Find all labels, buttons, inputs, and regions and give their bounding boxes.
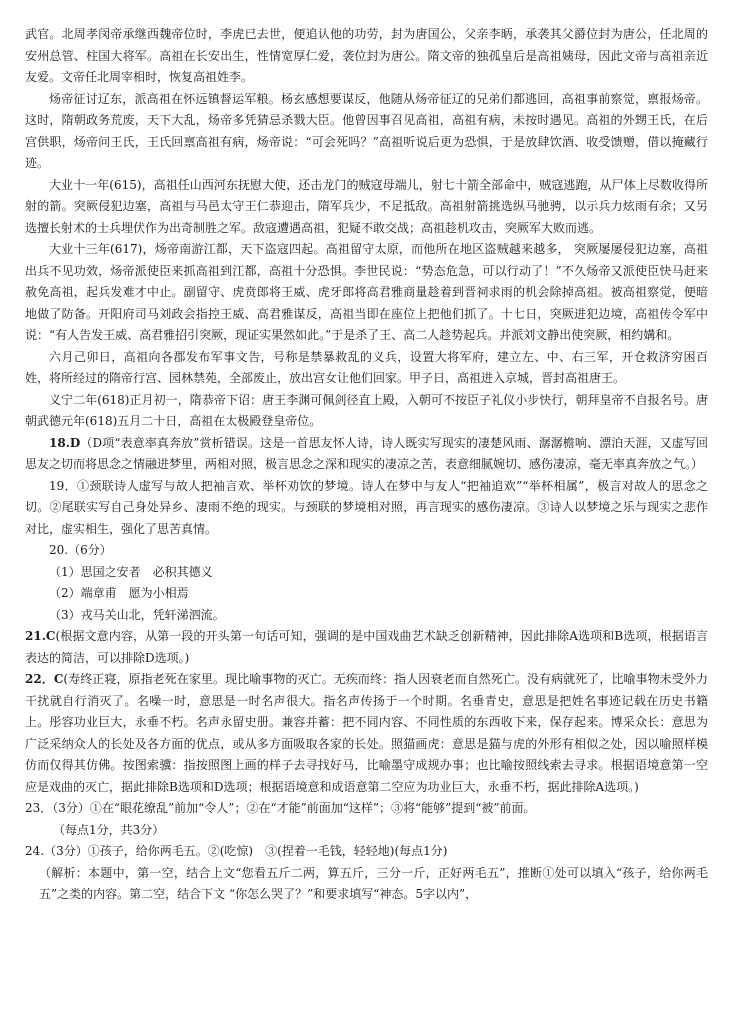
answer-18-text: （D项“表意率真奔放”赏析错误。这是一首思友怀人诗，诗人既实写现实的凄楚风雨、潺潺檐响、漂泊天涯，又虚写回思友之切而将思念之情融进梦里，两相对照，极言思念之深和现实的凄凉之苦，表意细腻婉切、感伤凄凉，毫无率真奔放之气。）	[25, 435, 708, 471]
answer-23: 23．（3分）①在“眼花缭乱”前加“令人”；②在“才能”前面加“这样”；③将“能够”提到“被”前面。	[25, 801, 536, 815]
answer-23-scoring: （每点1分，共3分）	[53, 822, 165, 837]
paragraph-biography-5: 六月己卯日，高祖向各郡发布军事文告，号称是禁暴救乱的义兵，设置大将军府，建立左、中、右三军，开仓救济穷困百姓，将所经过的隋帝行宫、园林禁苑，全部废止，放出宫女让他们回家。甲子日，高祖进入京城，晋封高祖唐王。	[25, 349, 708, 385]
answer-24: 24.（3分）①孩子，给你两毛五。②(吃惊) ③(捏着一毛钱，轻轻地)(每点1分)	[25, 844, 448, 858]
answer-22-text: (寿终正寝，原指老死在家里。现比喻事物的灭亡。无疾而终：指人因衰老而自然死亡。没有病就死了，比喻事物未受外力干扰就自行消灭了。名噪一时，意思是一时名声很大。指名声传扬于一个时期。名垂青史，意思是把姓名事迹记载在历史书籍上。彤容功业巨大，永垂不朽。名声永留史册。兼容并蓄：把不同内容、不同性质的东西收下来，保存起来。博采众长：意思为广泛采纳众人的长处及各方面的优点，或从多方面吸取各家的长处。照猫画虎：意思是猫与虎的外形有相似之处，因以喻照样模仿而仅得其仿佛。按图索骥：指按照图上画的样子去寻找好马，比喻墨守成规办事；也比喻按照线索去寻求。根据语境意第一空应是戏曲的灭亡，据此排除B选项和D选项；根据语境意和成语意第二空应为功业巨大，永垂不朽，据此排除A选项。)	[25, 672, 708, 794]
answer-24-analysis: （解析：本题中，第一空，结合上文“您看五斤二两，算五斤，三分一斤，正好两毛五”，推断①处可以填入“孩子，给你两毛五”之类的内容。第二空，结合下文 “你怎么哭了？”和要求填写“神态。5字以内”，	[39, 865, 708, 901]
answer-22-lead: 22．C	[25, 672, 64, 686]
answer-20-item-3: （3）戎马关山北，凭轩涕泗流。	[49, 607, 225, 622]
answer-18-lead: 18.D	[49, 435, 81, 450]
paragraph-biography-3: 大业十一年(615)，高祖任山西河东抚慰大使，还击龙门的贼寇母端儿，射七十箭全部命中，贼寇逃跑，从尸体上尽数收得所射的箭。突厥侵犯边塞，高祖与马邑太守王仁恭迎击，隋军兵少，不足抵敌。高祖射箭挑选纵马驰骋，以示兵力炫雨有余；又另选擅长射术的士兵埋伏作为出奇制胜之军。敌寇遭遇高祖，犯疑不敢交战；高祖趁机攻击，突厥军大败而逃。	[25, 177, 708, 235]
answer-21	[25, 626, 708, 669]
answer-20-item-2: （2）端章甫 愿为小相焉	[49, 586, 189, 600]
paragraph-biography-6: 义宁二年(618)正月初一，隋恭帝下诏：唐王李渊可佩剑径直上殿，入朝可不按臣子礼仪小步快行，朝拜皇帝不自报名号。唐朝武德元年(618)五月二十日，高祖在太极殿登皇帝位。	[25, 392, 708, 428]
answer-21-text: (根据文意内容，从第一段的开头第一句话可知，强调的是中国戏曲艺术缺乏创新精神，因此排除A选项和B选项，根据语言表达的简洁，可以排除D选项。)	[25, 629, 708, 665]
answer-18	[25, 433, 708, 476]
paragraph-biography-4: 大业十三年(617)，炀帝南游江都，天下盗寇四起。高祖留守太原，而他所在地区盗贼越来越多， 突厥屡屡侵犯边塞，高祖出兵不见功效，炀帝派使臣来抓高祖到江都，高祖十分恐惧。李世民说：“势态危急，可以行动了！”不久炀帝又派使臣快马赶来赦免高祖，起兵发难才中止。副留守、虎贲郎将王威、虎牙郎将高君雅商量趁着到晋祠求雨的机会除掉高祖。被高祖察觉，便暗地做了防备。开阳府司马刘政会指控王威、高君雅谋反，高祖当即在座位上把他们抓了。十七日，突厥进犯边境，高祖传令军中说：“有人告发王威、高君雅招引突厥，现证实果然如此。”于是杀了王、高二人趁势起兵。并派刘文静出使突厥，相约媾和。	[25, 242, 708, 342]
paragraph-biography-2: 炀帝征讨辽东，派高祖在怀远镇督运军粮。杨玄感想要谋反，他随从炀帝征辽的兄弟们都逃回，高祖事前察觉，禀报炀帝。这时，隋朝政务荒废，天下大乱，炀帝多凭猜忌杀戮大臣。他曾因事召见高祖，高祖有病，未按时遇见。高祖的外甥王氏，在后宫供职，炀帝问王氏，王氏回禀高祖有病，炀帝说：“可会死吗？”高祖听说后更为恐惧，于是放肆饮酒、收受馈赠，借以掩藏行迹。	[25, 91, 708, 170]
answer-19: 19．①颈联诗人虚写与故人把袖言欢、举杯劝饮的梦境。诗人在梦中与友人“把袖追欢”“举杯相属”，极言对故人的思念之切。②尾联实写自己身处异乡、凄雨不绝的现实。与颈联的梦境相对照，再言现实的感伤凄凉。③诗人以梦境之乐与现实之悲作对比，虚实相生，强化了思苦真情。	[25, 478, 708, 536]
answer-22	[25, 669, 708, 798]
answer-20-item-1: （1）思国之安者 必积其德义	[49, 564, 213, 579]
answer-21-lead: 21.C	[25, 629, 56, 643]
answer-20-header: 20.（6分）	[49, 543, 112, 557]
paragraph-biography-1: 武官。北周孝闵帝承继西魏帝位时，李虎已去世，便追认他的功劳，封为唐国公，父亲李昞，承袭其父爵位封为唐公，任北周的安州总管、柱国大将军。高祖在长安出生，性情宽厚仁爱，袭位封为唐公。隋文帝的独孤皇后是高祖姨母，因此文帝与高祖亲近友爱。文帝任北周宰相时，恢复高祖姓李。	[25, 27, 708, 84]
